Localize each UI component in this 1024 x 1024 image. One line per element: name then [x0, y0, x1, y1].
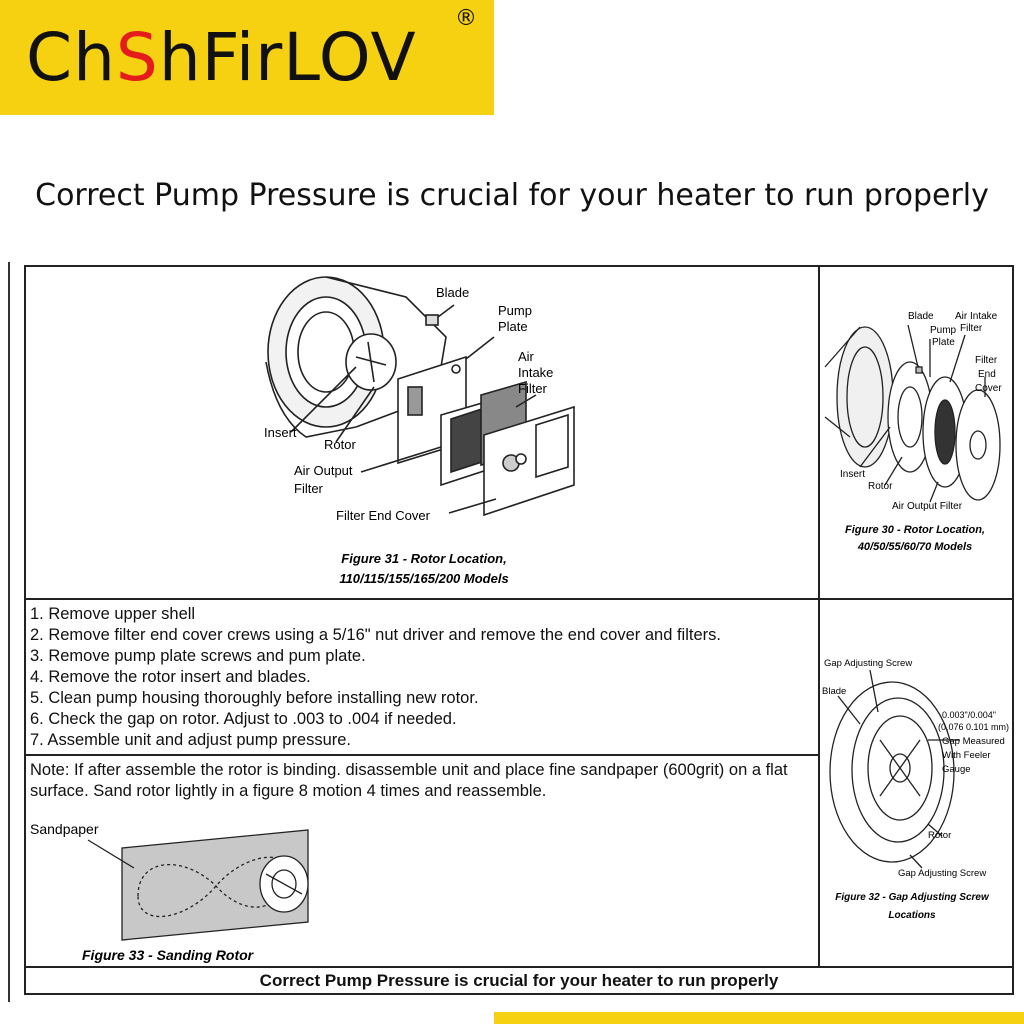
fig31-label-insert: Insert — [264, 425, 297, 440]
instruction-sheet — [24, 265, 1014, 995]
step-item: 4. Remove the rotor insert and blades. — [30, 668, 311, 686]
fig32-caption-2: Locations — [888, 910, 936, 921]
fig31-label-air-intake-3: Filter — [518, 381, 547, 396]
footer-cell — [26, 968, 1012, 993]
fig32-label-gap-measured-3: Gauge — [942, 764, 971, 775]
fig31-label-filter-end-cover: Filter End Cover — [336, 508, 430, 523]
step-item: 1. Remove upper shell — [30, 605, 196, 623]
fig31-label-rotor: Rotor — [324, 437, 356, 452]
fig30-label-blade: Blade — [908, 311, 934, 322]
figure-30-diagram — [820, 267, 1010, 597]
fig31-label-pump-plate-1: Pump — [498, 303, 532, 318]
fig30-label-air-intake-2: Filter — [960, 323, 983, 334]
fig32-label-gap-screw-top: Gap Adjusting Screw — [824, 658, 913, 669]
figure-33-diagram — [26, 756, 816, 966]
step-item: 3. Remove pump plate screws and pum plate. — [30, 647, 366, 665]
figure-31-diagram — [26, 267, 816, 597]
fig31-label-air-output-1: Air Output — [294, 463, 353, 478]
brand-logo — [26, 18, 417, 98]
fig30-label-insert: Insert — [840, 469, 866, 480]
figure-30-cell — [820, 267, 1012, 600]
fig30-label-air-intake-1: Air Intake — [955, 311, 998, 322]
brand-letters-2: S — [115, 19, 159, 96]
fig32-label-gap-size-2: (0.076 0.101 mm) — [938, 722, 1010, 732]
figure-32-diagram — [820, 600, 1010, 966]
page-left-rule — [8, 262, 10, 1002]
fig32-caption-1: Figure 32 - Gap Adjusting Screw — [835, 892, 989, 903]
fig32-label-gap-size-1: 0.003"/0.004" — [942, 710, 996, 720]
fig33-caption: Figure 33 - Sanding Rotor — [82, 947, 254, 963]
fig31-label-air-intake-1: Air — [518, 349, 534, 364]
fig33-label-sandpaper: Sandpaper — [30, 821, 99, 837]
fig32-label-gap-screw-bottom: Gap Adjusting Screw — [898, 868, 987, 879]
fig30-label-pump-plate-2: Plate — [932, 337, 955, 348]
fig32-label-blade: Blade — [822, 686, 847, 697]
fig30-caption-2: 40/50/55/60/70 Models — [857, 541, 973, 553]
step-item: 6. Check the gap on rotor. Adjust to .003 to .004 if needed. — [30, 710, 457, 728]
note-text: Note: If after assemble the rotor is binding. disassemble unit and place fine sandpaper (600grit) on a flat surface. Sand rotor lightly in a figure 8 motion 4 times and reassemble. — [30, 761, 788, 800]
figure-32-cell — [820, 600, 1012, 968]
fig31-label-pump-plate-2: Plate — [498, 319, 528, 334]
fig31-label-blade: Blade — [436, 285, 470, 300]
registered-mark: ® — [455, 6, 477, 31]
step-item: 7. Assemble unit and adjust pump pressure. — [30, 731, 352, 749]
fig30-caption-1: Figure 30 - Rotor Location, — [845, 524, 985, 536]
fig31-label-air-intake-2: Intake — [518, 365, 554, 380]
note-cell — [26, 756, 820, 968]
fig32-label-gap-measured-2: With Feeler — [942, 750, 991, 761]
fig31-label-air-output-2: Filter — [294, 481, 323, 496]
fig32-label-gap-measured-1: Gap Measured — [942, 736, 1005, 747]
fig30-label-rotor: Rotor — [868, 481, 893, 492]
figure-31-cell — [26, 267, 820, 600]
fig31-caption-2: 110/115/155/165/200 Models — [339, 571, 509, 586]
headline: Correct Pump Pressure is crucial for your heater to run properly — [35, 178, 989, 213]
steps-cell — [26, 600, 820, 756]
fig30-label-filter-end-1: Filter — [975, 355, 998, 366]
step-item: 2. Remove filter end cover crews using a 5/16" nut driver and remove the end cover and filters. — [30, 626, 721, 644]
fig30-label-pump-plate-1: Pump — [930, 325, 957, 336]
steps-list — [30, 604, 721, 751]
step-item: 5. Clean pump housing thoroughly before installing new rotor. — [30, 689, 479, 707]
fig32-label-rotor: Rotor — [928, 830, 952, 841]
bottom-accent-strip — [494, 1012, 1024, 1024]
footer-text: Correct Pump Pressure is crucial for your heater to run properly — [259, 970, 779, 990]
fig30-label-air-output: Air Output Filter — [892, 501, 963, 512]
fig30-label-filter-end-3: Cover — [975, 383, 1002, 394]
brand-letters-3: hFirLOV — [158, 19, 417, 96]
fig31-caption-1: Figure 31 - Rotor Location, — [341, 551, 507, 566]
brand-banner — [0, 0, 494, 115]
fig30-label-filter-end-2: End — [978, 369, 996, 380]
brand-letters-1: Ch — [26, 19, 116, 96]
